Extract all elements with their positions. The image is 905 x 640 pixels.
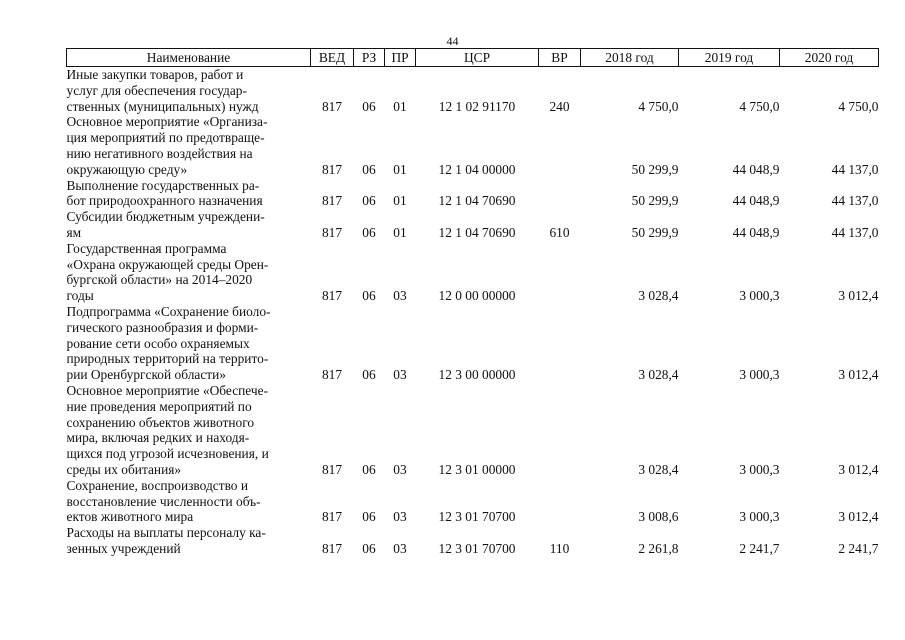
row-name: Основное мероприятие «Обеспече- ние проведения мероприятий по сохранению объектов животного мира, включая редких и находя- щихся под угрозой исчезновения, и среды их обитания»: [66, 382, 269, 477]
row-csr: 12 1 02 91170: [438, 98, 516, 114]
row-pr: 01: [393, 224, 407, 240]
row-vr: [539, 241, 581, 304]
row-2018: 4 750,0: [638, 98, 679, 114]
row-vr: 240: [549, 98, 570, 114]
row-2020: 3 012,4: [838, 288, 879, 304]
row-name: Расходы на выплаты персоналу ка- зенных учреждений: [66, 525, 266, 556]
header-2019: 2019 год: [679, 49, 780, 67]
row-csr: 12 3 01 00000: [438, 461, 516, 477]
row-2020: 3 012,4: [838, 367, 879, 383]
row-rz: 06: [362, 288, 376, 304]
row-2020: 44 137,0: [831, 224, 879, 240]
row-2018: 3 028,4: [638, 461, 679, 477]
row-name: Подпрограмма «Сохранение биоло- гического разнообразия и форми- рование сети особо охраняемых природных территорий на террито- рии Оренбургской области»: [66, 303, 271, 383]
row-ved: 817: [321, 461, 343, 477]
table-row: [67, 383, 879, 478]
row-name: Сохранение, воспроизводство и восстановление численности объ- ектов животного мира: [66, 477, 261, 525]
row-csr: 12 1 04 00000: [438, 161, 516, 177]
row-ved: 817: [321, 288, 343, 304]
row-pr: 01: [393, 161, 407, 177]
row-2019: 3 000,3: [739, 288, 780, 304]
row-pr: 03: [393, 461, 407, 477]
row-name: Основное мероприятие «Организа- ция мероприятий по предотвраще- нию негативного воздействия на окружающую среду»: [66, 114, 268, 177]
row-2018: 3 028,4: [638, 288, 679, 304]
row-2020: 3 012,4: [838, 461, 879, 477]
row-vr: [539, 114, 581, 177]
row-2020: 44 137,0: [831, 161, 879, 177]
row-rz: 06: [362, 367, 376, 383]
row-csr: 12 3 01 70700: [438, 509, 516, 525]
row-ved: 817: [321, 367, 343, 383]
row-2020: 44 137,0: [831, 193, 879, 209]
row-rz: 06: [362, 193, 376, 209]
row-2019: 44 048,9: [732, 224, 780, 240]
table-row: [67, 304, 879, 383]
row-vr: 610: [549, 224, 570, 240]
table-row: [67, 525, 879, 557]
row-name: Субсидии бюджетным учреждени- ям: [66, 209, 265, 240]
row-name: Государственная программа «Охрана окружающей среды Орен- бургской области» на 2014–2020 годы: [66, 240, 269, 304]
row-2018: 3 008,6: [638, 509, 679, 525]
row-vr: [539, 178, 581, 210]
row-rz: 06: [362, 98, 376, 114]
row-ved: 817: [321, 98, 343, 114]
row-2019: 3 000,3: [739, 367, 780, 383]
table-row: [67, 241, 879, 304]
row-2019: 2 241,7: [739, 540, 780, 556]
table-row: [67, 209, 879, 241]
row-rz: 06: [362, 540, 376, 556]
row-pr: 01: [393, 193, 407, 209]
row-pr: 03: [393, 367, 407, 383]
row-csr: 12 0 00 00000: [438, 288, 516, 304]
row-vr: [539, 383, 581, 478]
row-2020: 2 241,7: [838, 540, 879, 556]
row-2019: 44 048,9: [732, 193, 780, 209]
row-2018: 50 299,9: [631, 224, 679, 240]
header-row: [67, 49, 879, 67]
row-ved: 817: [321, 540, 343, 556]
header-ved: ВЕД: [311, 49, 354, 67]
row-name: Выполнение государственных ра- бот природоохранного назначения: [66, 177, 263, 209]
row-pr: 03: [393, 509, 407, 525]
row-csr: 12 1 04 70690: [438, 224, 516, 240]
row-2020: 3 012,4: [838, 509, 879, 525]
row-2020: 4 750,0: [838, 98, 879, 114]
row-2019: 3 000,3: [739, 509, 780, 525]
row-rz: 06: [362, 509, 376, 525]
row-2019: 44 048,9: [732, 161, 780, 177]
header-pr: ПР: [385, 49, 416, 67]
table-row: [67, 67, 879, 115]
row-2019: 4 750,0: [739, 98, 780, 114]
row-2018: 50 299,9: [631, 193, 679, 209]
budget-table: [66, 48, 879, 557]
header-vr: ВР: [539, 49, 581, 67]
row-ved: 817: [321, 193, 343, 209]
row-rz: 06: [362, 161, 376, 177]
row-vr: 110: [549, 540, 570, 556]
row-csr: 12 3 00 00000: [438, 367, 516, 383]
row-2018: 2 261,8: [638, 540, 679, 556]
row-ved: 817: [321, 509, 343, 525]
row-vr: [539, 304, 581, 383]
row-name: Иные закупки товаров, работ и услуг для обеспечения государ- ственных (муниципальных) нужд: [66, 67, 259, 114]
header-csr: ЦСР: [416, 49, 539, 67]
header-rz: РЗ: [354, 49, 385, 67]
table-row: [67, 114, 879, 177]
row-ved: 817: [321, 161, 343, 177]
table-row: [67, 478, 879, 525]
row-2018: 50 299,9: [631, 161, 679, 177]
header-2018: 2018 год: [581, 49, 679, 67]
row-pr: 03: [393, 540, 407, 556]
row-vr: [539, 478, 581, 525]
row-ved: 817: [321, 224, 343, 240]
row-csr: 12 1 04 70690: [438, 193, 516, 209]
row-pr: 01: [393, 98, 407, 114]
row-rz: 06: [362, 224, 376, 240]
row-2019: 3 000,3: [739, 461, 780, 477]
page-number: 44: [446, 34, 459, 48]
row-csr: 12 3 01 70700: [438, 540, 516, 556]
header-name: Наименование: [67, 49, 311, 67]
row-rz: 06: [362, 461, 376, 477]
table-row: [67, 178, 879, 210]
header-2020: 2020 год: [780, 49, 879, 67]
row-2018: 3 028,4: [638, 367, 679, 383]
row-pr: 03: [393, 288, 407, 304]
